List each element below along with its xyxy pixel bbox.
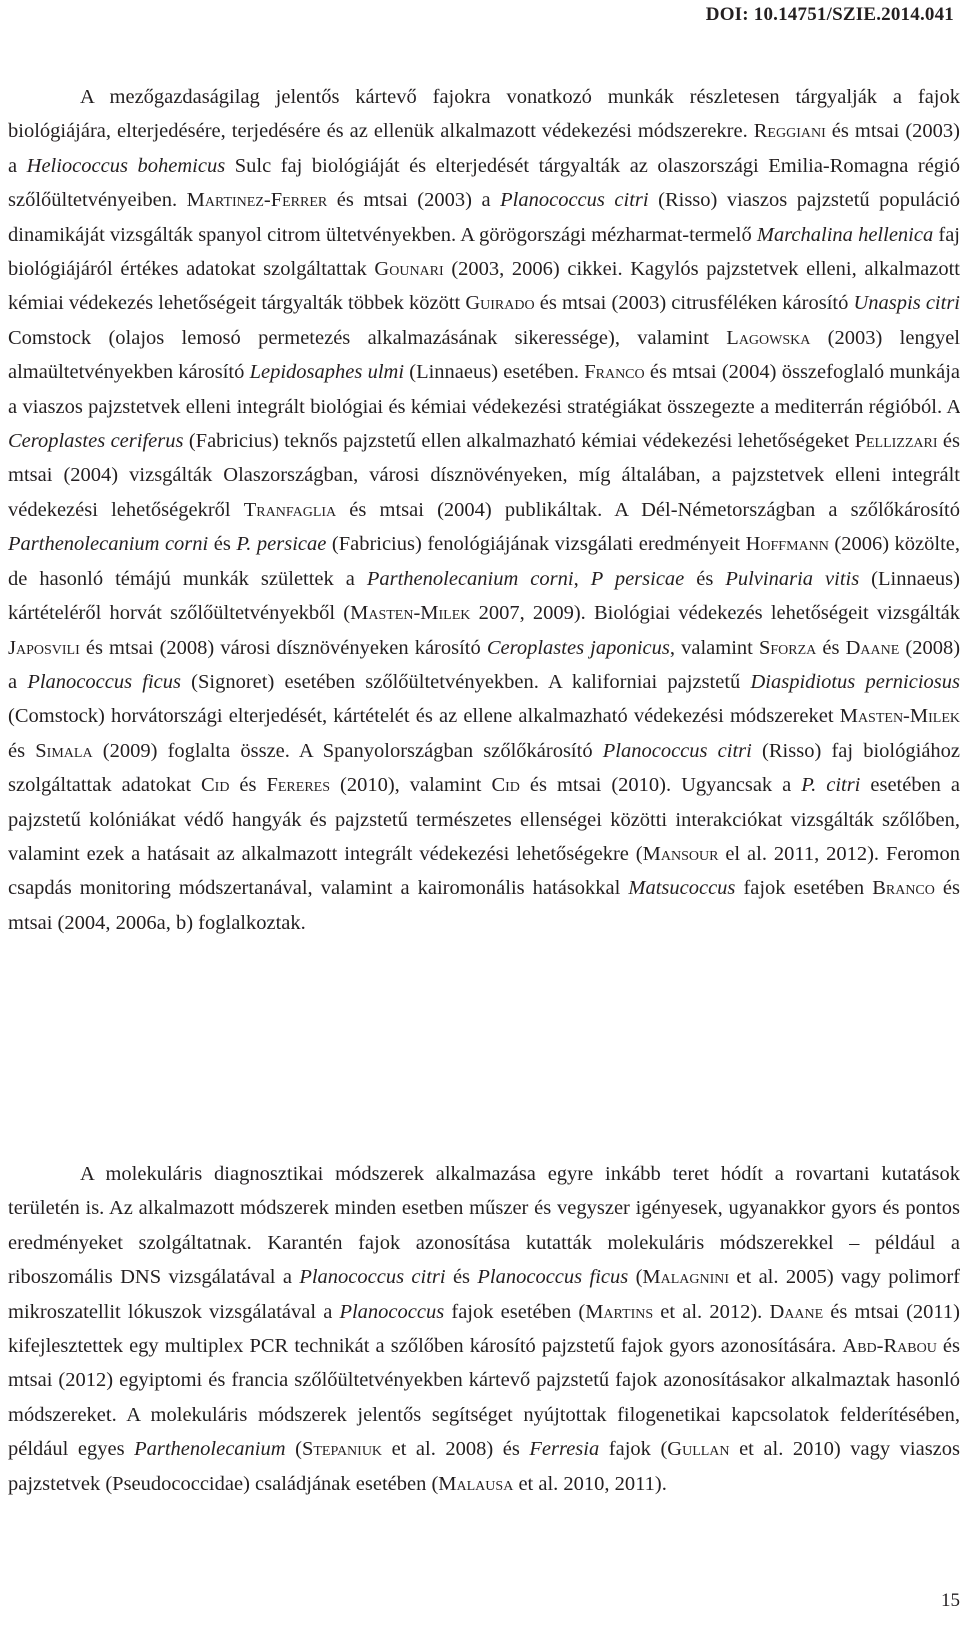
species-name: Ceroplastes ceriferus: [8, 430, 184, 453]
author-name: Daane: [769, 1300, 824, 1323]
author-name: Malausa: [438, 1472, 514, 1495]
species-name: Ferresia: [529, 1438, 600, 1461]
author-name: Simala: [35, 739, 93, 762]
author-name: Daane: [845, 636, 900, 659]
doi-header: DOI: 10.14751/SZIE.2014.041: [705, 4, 954, 25]
species-name: P persicae: [590, 567, 685, 590]
author-name: Gounari: [374, 258, 444, 281]
author-name: Stepaniuk: [301, 1438, 383, 1461]
species-name: Ceroplastes japonicus: [486, 636, 670, 659]
author-name: Franco: [584, 361, 645, 384]
author-name: Lagowska: [726, 326, 811, 349]
author-name: Abd-Rabou: [842, 1335, 937, 1358]
species-name: P. persicae: [236, 533, 327, 556]
author-name: Cid: [491, 774, 520, 797]
page-number: 15: [941, 1590, 960, 1611]
paragraph-1: A mezőgazdaságilag jelentős kártevő fajokra vonatkozó munkák részletesen tárgyalják a fajok biológiájára, elterjedésére, terjedésére és az ellenük alkalmazott védekezési módszerekre. Reggiani és mtsai (2003) a Heliococcus bohemicus Sulc faj biológiáját és elterjedését tárgyalták az olaszországi Emilia-Romagna régió szőlőültetvényeiben. Martinez-Ferrer és mtsai (2003) a Planococcus citri (Risso) viaszos pajzstetű populáció dinamikáját vizsgálták spanyol citrom ültetvényekben. A görögországi mézharmat-termelő Marchalina hellenica faj biológiájáról értékes adatokat szolgáltattak Gounari (2003, 2006) cikkei. Kagylós pajzstetvek elleni, alkalmazott kémiai védekezés lehetőségeit tárgyalták többek között Guirado és mtsai (2003) citrusféléken károsító Unaspis citri Comstock (olajos lemosó permetezés alkalmazásának sikeressége), valamint Lagowska (2003) lengyel almaültetvényekben károsító Lepidosaphes ulmi (Linnaeus) esetében. Franco és mtsai (2004) összefoglaló munkája a viaszos pajzstetvek elleni integrált biológiai és kémiai védekezési stratégiákat összegezte a mediterrán régióból. A Ceroplastes ceriferus (Fabricius) teknős pajzstetű ellen alkalmazható kémiai védekezési lehetőségeket Pellizzari és mtsai (2004) vizsgálták Olaszországban, városi dísznövényeken, míg általában, a pajzstetvek elleni integrált védekezési lehetőségekről Tranfaglia és mtsai (2004) publikáltak. A Dél-Németországban a szőlőkárosító Parthenolecanium corni és P. persicae (Fabricius) fenológiájának vizsgálati eredményeit Hoffmann (2006) közölte, de hasonló témájú munkák születtek a Parthenolecanium corni, P persicae és Pulvinaria vitis (Linnaeus) kártételéről horvát szőlőültetvényekből (Masten-Milek 2007, 2009). Biológiai védekezés lehetőségeit vizsgálták Japosvili és mtsai (2008) városi dísznövényeken károsító Ceroplastes japonicus, valamint Sforza és Daane (2008) a Planococcus ficus (Signoret) esetében szőlőültetvényekben. A kaliforniai pajzstetű Diaspidiotus perniciosus (Comstock) horvátországi elterjedését, kártételét és az ellene alkalmazható védekezési módszereket Masten-Milek és Simala (2009) foglalta össze. A Spanyolországban szőlőkárosító Planococcus citri (Risso) faj biológiához szolgáltattak adatokat Cid és Fereres (2010), valamint Cid és mtsai (2010). Ugyancsak a P. citri esetében a pajzstetű kolóniákat védő hangyák és pajzstetű természetes ellenségei közötti interakciókat vizsgálták szőlőben, valamint ezek a hatásait az alkalmazott integrált védekezési lehetőségekre (Mansour el al. 2011, 2012). Feromon csapdás monitoring módszertanával, valamint a kairomonális hatásokkal Matsucoccus fajok esetében Branco és mtsai (2004, 2006a, b) foglalkoztak.: [8, 86, 960, 934]
species-name: Matsucoccus: [628, 877, 736, 900]
author-name: Gullan: [667, 1438, 730, 1461]
species-name: Lepidosaphes ulmi: [249, 361, 405, 384]
author-name: Branco: [872, 877, 935, 900]
species-name: Planococcus citri: [500, 189, 649, 212]
author-name: Masten-Milek: [839, 705, 960, 728]
author-name: Japosvili: [8, 636, 80, 659]
author-name: Sforza: [758, 636, 817, 659]
author-name: Tranfaglia: [243, 498, 337, 521]
species-name: Diaspidiotus perniciosus: [750, 670, 960, 693]
author-name: Malagnini: [642, 1266, 730, 1289]
author-name: Masten-Milek: [350, 602, 471, 625]
author-name: Martins: [585, 1300, 654, 1323]
species-name: Unaspis citri: [853, 292, 960, 315]
species-name: Planococcus ficus: [477, 1266, 629, 1289]
author-name: Guirado: [465, 292, 535, 315]
author-name: Hoffmann: [745, 533, 829, 556]
author-name: Reggiani: [753, 120, 826, 143]
species-name: Marchalina hellenica: [756, 223, 934, 246]
species-name: Planococcus: [339, 1300, 445, 1323]
species-name: Planococcus citri: [299, 1266, 446, 1289]
species-name: Heliococcus bohemicus: [26, 154, 226, 177]
species-name: Planococcus ficus: [27, 670, 181, 693]
author-name: Mansour: [642, 842, 719, 865]
author-name: Martinez-Ferrer: [186, 189, 328, 212]
paragraph-2: A molekuláris diagnosztikai módszerek alkalmazása egyre inkább teret hódít a rovartani kutatások területén is. Az alkalmazott módszerek minden esetben műszer és vegyszer igényesek, ugyanakkor gyors és pontos eredményeket szolgáltatnak. Karantén fajok azonosítása kutatták molekuláris módszerekkel – például a riboszomális DNS vizsgálatával a Planococcus citri és Planococcus ficus (Malagnini et al. 2005) vagy polimorf mikroszatellit lókuszok vizsgálatával a Planococcus fajok esetében (Martins et al. 2012). Daane és mtsai (2011) kifejlesztettek egy multiplex PCR technikát a szőlőben károsító pajzstetű fajok gyors azonosítására. Abd-Rabou és mtsai (2012) egyiptomi és francia szőlőültetvényekben kártevő pajzstetű fajok azonosításakor alkalmaztak hasonló módszereket. A molekuláris módszerek jelentős segítséget nyújtottak filogenetikai kapcsolatok felderítésében, például egyes Parthenolecanium (Stepaniuk et al. 2008) és Ferresia fajok (Gullan et al. 2010) vagy viaszos pajzstetvek (Pseudococcidae) családjának esetében (Malausa et al. 2010, 2011).: [8, 1163, 960, 1495]
species-name: Parthenolecanium: [134, 1438, 286, 1461]
author-name: Pellizzari: [854, 430, 938, 453]
species-name: P. citri: [801, 774, 861, 797]
species-name: Planococcus citri: [602, 739, 752, 762]
species-name: Parthenolecanium corni: [8, 533, 209, 556]
species-name: Pulvinaria vitis: [725, 567, 860, 590]
species-name: Parthenolecanium corni: [366, 567, 574, 590]
author-name: Fereres: [266, 774, 331, 797]
author-name: Cid: [201, 774, 230, 797]
